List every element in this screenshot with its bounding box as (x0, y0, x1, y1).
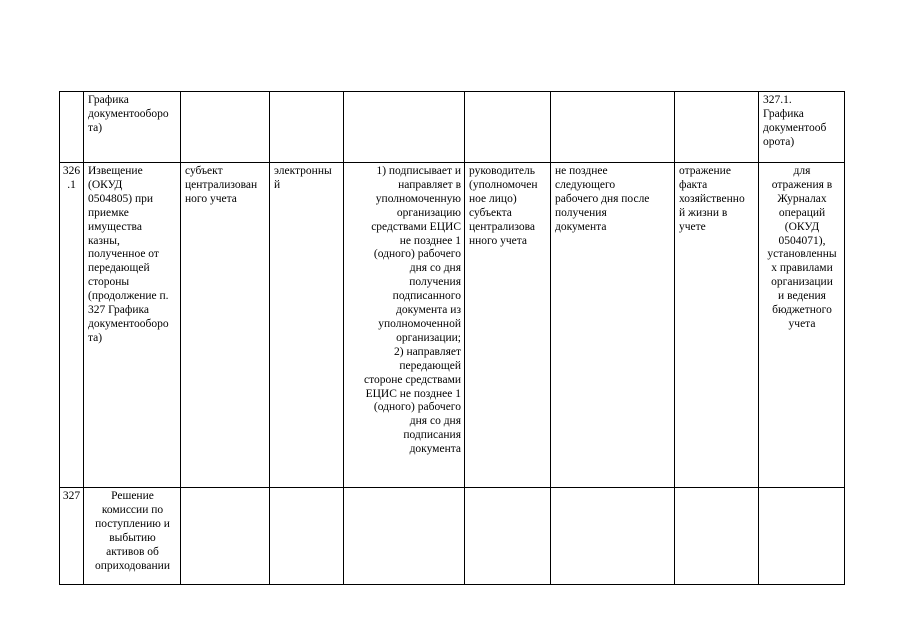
responsible-cell: руководитель (уполномочен ное лицо) субъекта централизова нного учета (465, 163, 551, 488)
note-cell (759, 488, 845, 585)
form-cell (270, 92, 344, 163)
table-row (60, 92, 845, 163)
creator-cell (181, 92, 270, 163)
document-name-cell: Извещение (ОКУД 0504805) при приемке имущества казны, полученное от передающей стороны (продолжение п. 327 Графика документооборо та) (84, 163, 181, 488)
responsible-cell (465, 92, 551, 163)
purpose-cell (675, 488, 759, 585)
deadline-cell: не позднее следующего рабочего дня после получения документа (551, 163, 675, 488)
procedure-cell (344, 488, 465, 585)
creator-cell (181, 488, 270, 585)
table-row (60, 163, 845, 488)
creator-cell: субъект централизован ного учета (181, 163, 270, 488)
purpose-cell (675, 92, 759, 163)
form-cell: электронны й (270, 163, 344, 488)
deadline-cell (551, 488, 675, 585)
procedure-cell: 1) подписывает и направляет в уполномоченную организацию средствами ЕЦИС не позднее 1 (одного) рабочего дня со дня получения подписанного документа из уполномоченной организации; 2) направляет передающей стороне средствами ЕЦИС не позднее 1 (одного) рабочего дня со дня подписания документа (344, 163, 465, 488)
row-number: 327 (60, 488, 84, 585)
deadline-cell (551, 92, 675, 163)
purpose-cell: отражение факта хозяйственно й жизни в учете (675, 163, 759, 488)
row-number: 326 .1 (60, 163, 84, 488)
document-name-cell: Графика документооборо та) (84, 92, 181, 163)
document-name-cell: Решение комиссии по поступлению и выбытию активов об оприходовании (84, 488, 181, 585)
form-cell (270, 488, 344, 585)
table-row (60, 488, 845, 585)
document-flow-table (59, 91, 845, 585)
procedure-cell (344, 92, 465, 163)
note-cell: для отражения в Журналах операций (ОКУД 0504071), установленны х правилами организации и ведения бюджетного учета (759, 163, 845, 488)
row-number (60, 92, 84, 163)
note-cell: 327.1. Графика документооб орота) (759, 92, 845, 163)
responsible-cell (465, 488, 551, 585)
